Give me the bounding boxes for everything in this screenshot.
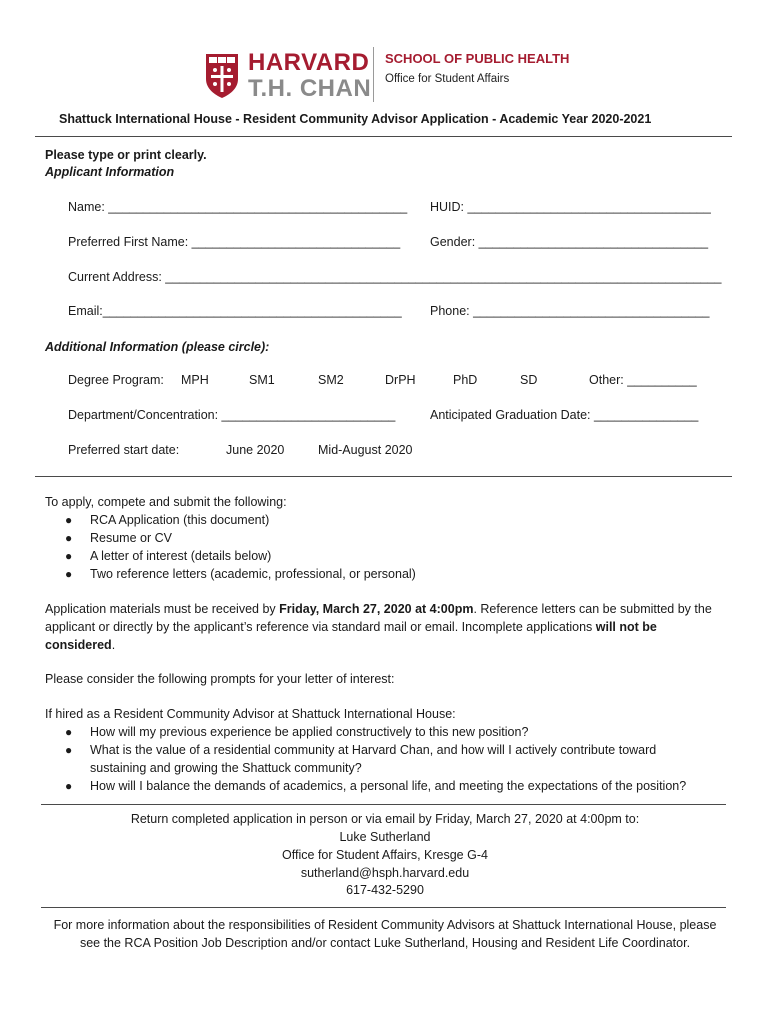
section-divider (35, 476, 732, 477)
bullet-icon: ● (65, 567, 73, 581)
bullet-icon: ● (65, 743, 73, 757)
list-item: ● How will I balance the demands of academics, a personal life, and meeting the expectations of the position? (65, 779, 687, 793)
degree-option-sd[interactable]: SD (520, 373, 538, 387)
office-name: Office for Student Affairs (385, 73, 510, 85)
degree-option-drph[interactable]: DrPH (385, 373, 416, 387)
list-item: sustaining and growing the Shattuck community? (90, 761, 362, 775)
degree-option-mph[interactable]: MPH (181, 373, 209, 387)
school-name: SCHOOL OF PUBLIC HEALTH (385, 51, 570, 66)
deadline-line-2: applicant or directly by the applicant’s reference via standard mail or email. Incomplete applications will not be (45, 620, 657, 634)
logo-divider (373, 47, 374, 102)
graduation-date-field[interactable]: Anticipated Graduation Date: _______________ (430, 408, 699, 422)
title-divider (35, 136, 732, 137)
deadline-line-3: considered. (45, 638, 116, 652)
list-item: ● A letter of interest (details below) (65, 549, 272, 563)
list-item: ● Two reference letters (academic, professional, or personal) (65, 567, 416, 581)
contact-name: Luke Sutherland (339, 830, 431, 844)
bullet-icon: ● (65, 531, 73, 545)
name-field[interactable]: Name: ___________________________________________ (68, 200, 408, 214)
degree-option-sm2[interactable]: SM2 (318, 373, 344, 387)
prompts-intro: Please consider the following prompts for your letter of interest: (45, 672, 395, 686)
instructions: Please type or print clearly. (45, 148, 207, 162)
bullet-icon: ● (65, 725, 73, 739)
degree-program-label: Degree Program: (68, 373, 164, 387)
apply-list (45, 511, 416, 583)
chan-wordmark: T.H. CHAN (248, 75, 372, 102)
return-line: Return completed application in person or via email by Friday, March 27, 2020 at 4:00pm to: (130, 812, 640, 826)
prompt-list (45, 723, 686, 795)
deadline-line-1: Application materials must be received by Friday, March 27, 2020 at 4:00pm. Reference letters can be submitted by the (45, 602, 712, 616)
list-item: ● RCA Application (this document) (65, 513, 270, 527)
bullet-icon: ● (65, 513, 73, 527)
applicant-heading: Applicant Information (45, 165, 175, 179)
preferred-first-name-field[interactable]: Preferred First Name: ______________________________ (68, 235, 401, 249)
contact-email: sutherland@hsph.harvard.edu (300, 866, 470, 880)
harvard-wordmark: HARVARD (248, 49, 370, 76)
return-top-divider (41, 804, 726, 805)
start-option-june[interactable]: June 2020 (226, 443, 285, 457)
degree-option-other[interactable]: Other: __________ (589, 373, 697, 387)
contact-office: Office for Student Affairs, Kresge G-4 (282, 848, 488, 862)
bullet-icon: ● (65, 549, 73, 563)
contact-phone: 617-432-5290 (346, 883, 424, 897)
department-field[interactable]: Department/Concentration: _________________________ (68, 408, 396, 422)
start-date-label: Preferred start date: (68, 443, 180, 457)
footer-line-1: For more information about the responsibilities of Resident Community Advisors at Shattuck International House, please (53, 918, 717, 932)
deadline-date: Friday, March 27, 2020 at 4:00pm (279, 602, 474, 616)
footer-line-2: see the RCA Position Job Description and/or contact Luke Sutherland, Housing and Resident Life Coordinator. (79, 936, 691, 950)
apply-intro: To apply, compete and submit the following: (45, 495, 287, 509)
footer-divider (41, 907, 726, 908)
bullet-icon: ● (65, 779, 73, 793)
list-item: ● Resume or CV (65, 531, 172, 545)
email-field[interactable]: Email:___________________________________________ (68, 304, 402, 318)
degree-option-phd[interactable]: PhD (453, 373, 478, 387)
list-item: ● How will my previous experience be applied constructively to this new position? (65, 725, 529, 739)
current-address-field[interactable]: Current Address: ________________________________________________________________________________ (68, 270, 722, 284)
harvard-shield-logo (205, 53, 239, 99)
huid-field[interactable]: HUID: ___________________________________ (430, 200, 711, 214)
list-item: ● What is the value of a residential community at Harvard Chan, and how will I actively contribute toward (65, 743, 657, 757)
gender-field[interactable]: Gender: _________________________________ (430, 235, 709, 249)
start-option-august[interactable]: Mid-August 2020 (318, 443, 413, 457)
phone-field[interactable]: Phone: __________________________________ (430, 304, 710, 318)
page-title: Shattuck International House - Resident Community Advisor Application - Academic Year 2020-2021 (59, 112, 652, 126)
degree-option-sm1[interactable]: SM1 (249, 373, 275, 387)
if-hired: If hired as a Resident Community Advisor at Shattuck International House: (45, 707, 456, 721)
additional-heading: Additional Information (please circle): (45, 340, 270, 354)
